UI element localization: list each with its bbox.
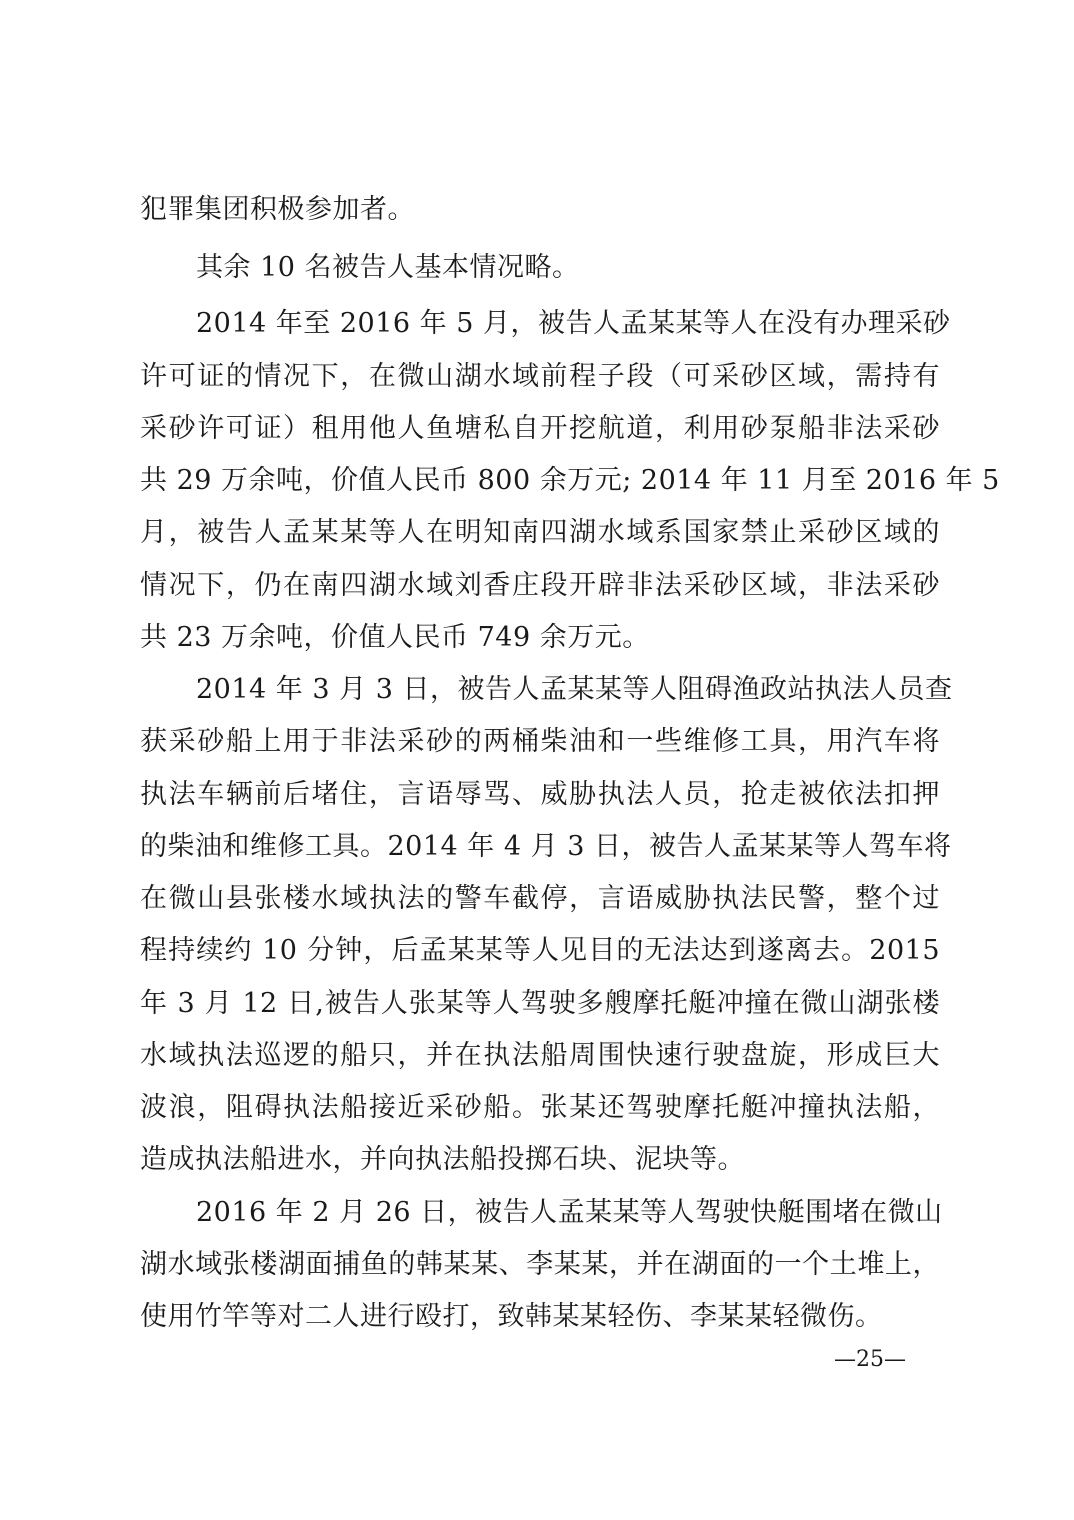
- text-line: 波浪，阻碍执法船接近采砂船。张某还驾驶摩托艇冲撞执法船，: [140, 1092, 940, 1123]
- text-line: 在微山县张楼水域执法的警车截停，言语威胁执法民警，整个过: [140, 883, 940, 914]
- text-line: 情况下，仍在南四湖水域刘香庄段开辟非法采砂区域，非法采砂: [140, 570, 940, 601]
- paragraph-start: 2014 年 3 月 3 日，被告人孟某某等人阻碍渔政站执法人员查: [196, 674, 953, 705]
- text-line: 月，被告人孟某某等人在明知南四湖水域系国家禁止采砂区域的: [140, 517, 940, 548]
- text-line: 获采砂船上用于非法采砂的两桶柴油和一些维修工具，用汽车将: [140, 726, 940, 757]
- text-line: 造成执法船进水，并向执法船投掷石块、泥块等。: [140, 1144, 745, 1175]
- paragraph-start: 其余 10 名被告人基本情况略。: [196, 252, 580, 283]
- text-line: 水域执法巡逻的船只，并在执法船周围快速行驶盘旋，形成巨大: [140, 1040, 940, 1071]
- text-line: 采砂许可证）租用他人鱼塘私自开挖航道，利用砂泵船非法采砂: [140, 413, 940, 444]
- text-line: 湖水域张楼湖面捕鱼的韩某某、李某某，并在湖面的一个土堆上，: [140, 1249, 940, 1280]
- text-line: 共 29 万余吨，价值人民币 800 余万元; 2014 年 11 月至 2016 年 5: [140, 465, 1000, 496]
- page-number: —25—: [834, 1347, 906, 1372]
- text-line: 许可证的情况下，在微山湖水域前程子段（可采砂区域，需持有: [140, 361, 940, 392]
- text-line: 程持续约 10 分钟，后孟某某等人见目的无法达到遂离去。2015: [140, 935, 940, 966]
- paragraph-start: 2016 年 2 月 26 日，被告人孟某某等人驾驶快艇围堵在微山: [196, 1197, 943, 1228]
- text-line: 犯罪集团积极参加者。: [140, 194, 415, 225]
- text-line: 执法车辆前后堵住，言语辱骂、威胁执法人员，抢走被依法扣押: [140, 779, 940, 810]
- text-line: 的柴油和维修工具。2014 年 4 月 3 日，被告人孟某某等人驾车将: [140, 831, 952, 862]
- text-line: 共 23 万余吨，价值人民币 749 余万元。: [140, 622, 650, 653]
- paragraph-start: 2014 年至 2016 年 5 月，被告人孟某某等人在没有办理采砂: [196, 308, 951, 339]
- text-line: 年 3 月 12 日,被告人张某等人驾驶多艘摩托艇冲撞在微山湖张楼: [140, 988, 940, 1019]
- text-line: 使用竹竿等对二人进行殴打，致韩某某轻伤、李某某轻微伤。: [140, 1301, 883, 1332]
